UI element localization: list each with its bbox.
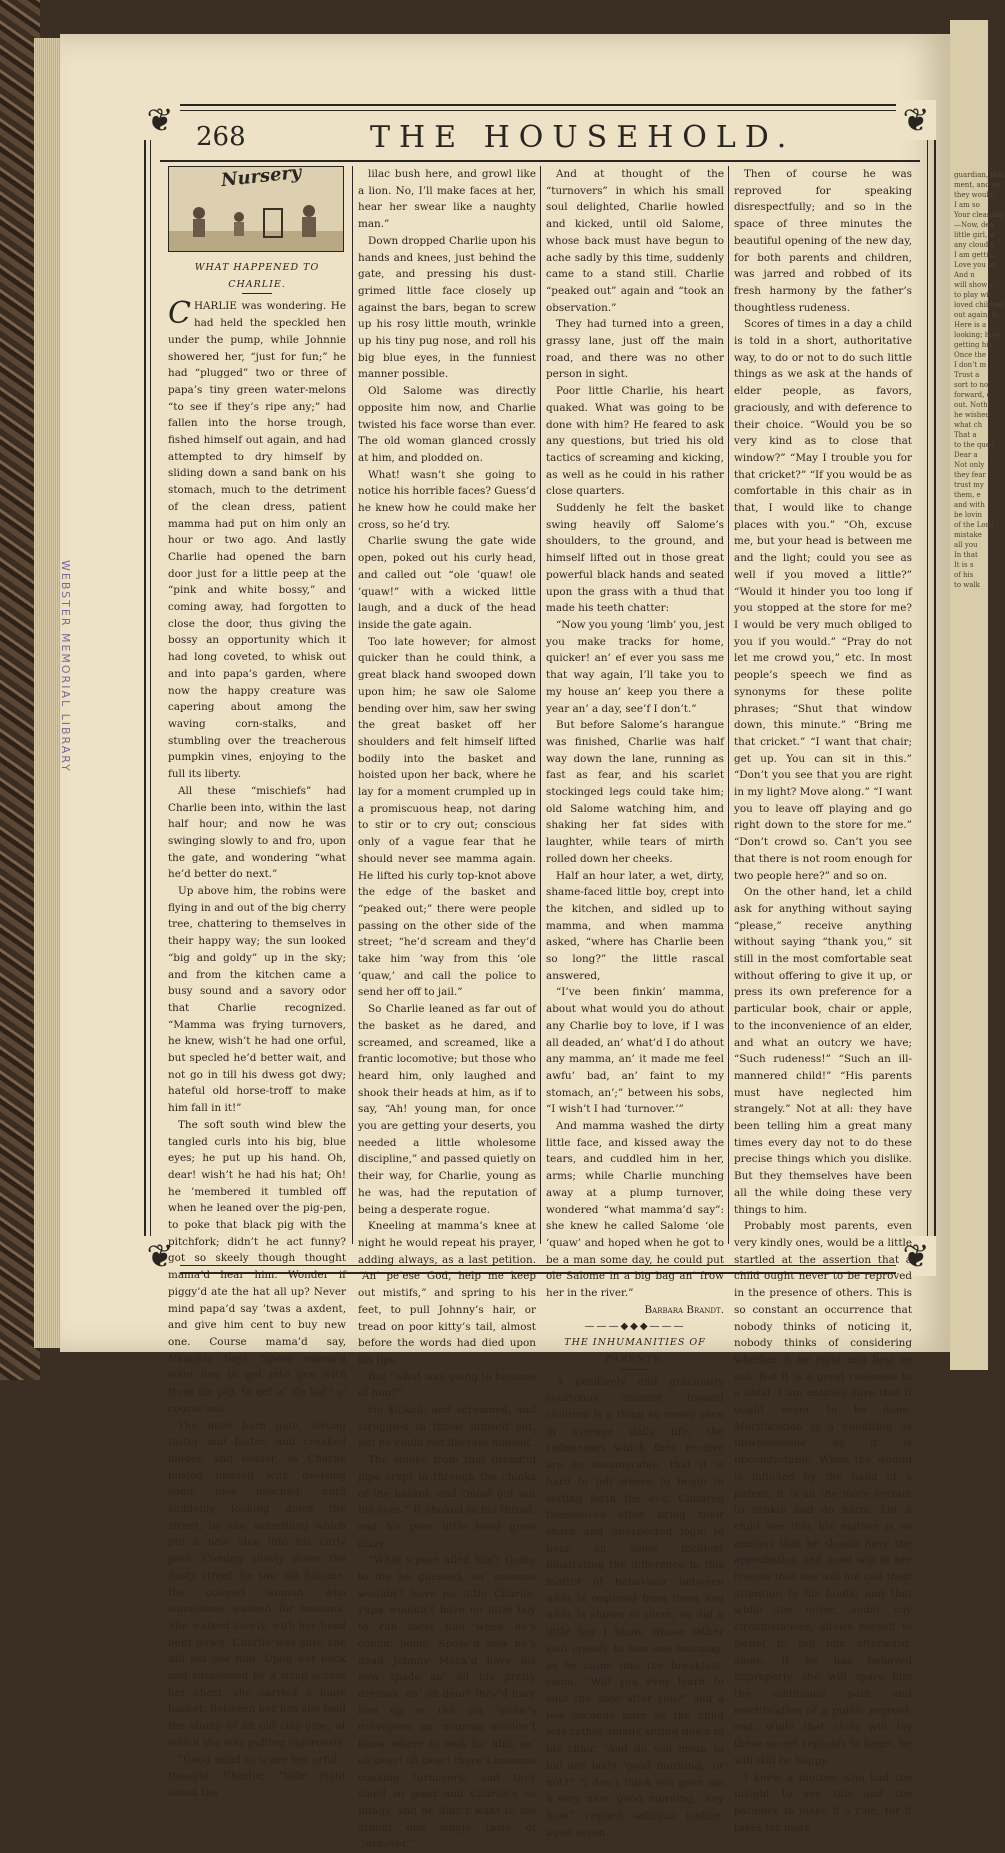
facing-page-line: loved children — [954, 301, 1005, 309]
library-stamp: WEBSTER MEMORIAL LIBRARY — [59, 560, 72, 773]
page-title: THE HOUSEHOLD. — [370, 120, 796, 155]
facing-page-line: Love you an — [954, 261, 997, 269]
facing-page-line: I am so — [954, 201, 980, 209]
paragraph: The soft south wind blew the tangled curls into his big, blue eyes; he put up his hand. Oh, dear! wish’t he had his hat; Oh! he ’membered it tumbled off when he leaned over the pig-pen, to poke that black pig with the pitchfork; didn’t he act funny? got so skeely though thought mama’d hear him. Wonder if piggy’d ate the hat all up? Never mind papa’d say ’twas a axdent, and give him cent to buy new one. Course mama’d say, Naughty boy! ’Spose mama’d want him to get into pen with tross ole pig, to get a’ ole hat? o’ course not. — [168, 1118, 346, 1415]
facing-page-line: That a — [954, 431, 977, 439]
column-1 — [168, 161, 346, 1799]
column-4 — [734, 166, 912, 1834]
facing-page-line: Once the — [954, 351, 986, 359]
column-2 — [358, 166, 536, 1851]
facing-page-line: Here is a — [954, 321, 987, 329]
section-ornament: ———◆◆◆——— — [584, 1320, 686, 1332]
paragraph: “What s’pose ailed him? Going to die he guessed, an’ mamma wouldn’t have no little Charlie. Papa wouldn’t have no little boy to run meet him when he’s comin’ home. Spose’d now he’s dead Johnny Mack’d have his new spade an’ all his pretty dresses, an’ oh dear! they’d bury him up in the old ’quaw’s draveyard, an’ mamma wouldn’t know where to look for him, an’ oh dear! oh dear! there’s mamma cooking turnovers, and they smell so good and Charlie’s so hungy, and he didn’t want to die athout one single taste of ‘turnover.’” — [358, 1554, 536, 1851]
paragraph: “Good mind to scare her orful,” thought Charlie; “hide right ahind the — [168, 1753, 346, 1799]
facing-page-line: and with — [954, 501, 985, 509]
paragraph: Then of course he was reproved for speaking disrespectfully; and so in the space of three minutes the beautiful opening of the new day, for both parents and children, was jarred and robbed of its fresh harmony by the father’s thoughtless rudeness. — [734, 168, 912, 314]
nursery-illustration — [168, 161, 344, 252]
facing-page-line: of the Lord — [954, 521, 994, 529]
facing-page-line: It is s — [954, 561, 974, 569]
nursery-label: Nursery — [220, 161, 303, 192]
author-signature: Barbara Brandt. — [644, 1303, 724, 1316]
facing-page-line: they fear — [954, 471, 986, 479]
article-title: THE INHUMANITIES OF PARENTS. — [564, 1337, 706, 1365]
facing-page-line: —Now, dea — [954, 221, 994, 229]
title-rule — [242, 293, 272, 294]
paragraph: Down dropped Charlie upon his hands and knees, just behind the gate, and pressing his dust-grimed little face closely up against the bars, began to screw up his rosy little mouth, wrinkle up his tiny pug nose, and roll his big blue eyes, in the funniest manner possible. — [358, 234, 536, 381]
facing-page-line: out again, th — [954, 311, 1000, 319]
paragraph: I knew a mother who had the insight to see this and the patience to make it a rule; for it takes far more — [734, 1771, 912, 1834]
facing-page-line: of his — [954, 571, 974, 579]
paragraph: The smoke from that dreadful pipe crept in through the chinks of the basket, and “most put out his eyes.” It choked in his throat, and his poor little head grew dizzy. — [358, 1454, 536, 1550]
paragraph: He kicked, and screamed, and struggled to throw himself out, but he could not liberate himself. — [358, 1404, 536, 1450]
facing-page-line: Your cleaning — [954, 211, 1003, 219]
page-number: 268 — [196, 122, 246, 152]
facing-page-line: all you — [954, 541, 978, 549]
facing-page-line: Trust a — [954, 371, 980, 379]
facing-page-line: be lovin — [954, 511, 983, 519]
facing-page-line: I don’t m — [954, 361, 987, 369]
drop-cap: C — [168, 296, 191, 332]
article-title: WHAT HAPPENED TO CHARLIE. — [194, 262, 320, 290]
paragraph: Suddenly he felt the basket swing heavily off Salome’s shoulders, to the ground, and himself lifted out in those great powerful black hands and seated upon the grass with a thud that made his teeth chatter: — [546, 502, 724, 615]
paragraph: On the other hand, let a child ask for anything without saying “please,” receive anything without saying “thank you,” sit still in the most comfortable seat without offering to give it up, or press its own preference for a particular book, chair or apple, to the inconvenience of an elder, and what an outcry we have; “Such rudeness!” “Such an ill-mannered child!” “His parents must have neglected him strangely.” Not at all: they have been telling him a great many times every day not to do these precise things which you dislike. But they themselves have been all the while doing these very things to him. — [734, 886, 912, 1216]
paragraph: All these “mischiefs” had Charlie been into, within the last half hour; and now he was swinging slowly to and fro, upon the gate, and wondering “what he’d better do next.” — [168, 784, 346, 881]
paragraph: But before Salome’s harangue was finished, Charlie was half way down the lane, running as fast as fear, and his scarlet stockinged legs could take him; old Salome watching him, and shaking her fat sides with laughter, while tears of mirth rolled down her cheeks. — [546, 719, 724, 865]
column-divider — [352, 166, 353, 1244]
facing-page-line: sort to not — [954, 381, 991, 389]
corner-ornament-icon: ❦ — [140, 1236, 180, 1276]
facing-page-line: In that — [954, 551, 978, 559]
paragraph: A positively and graciously courteous manner toward children is a thing so rarely seen in average daily life, the rudenesses which they receive are so innumerable, that it is hard to tell where to begin in setting forth the evil. Children themselves often bring their sharp and unexpected logic to bear on some incident illustrating the difference in this matter of behaviour between what is required from them and what is shown to them; as did a little boy I know, whose father said crossly to him one morning, as he came into the breakfast-room, “Will you ever learn to shut the door after you?” and a few seconds later as the child was rather sulkily sitting down in his chair, “And do you mean to bid any body ‘good morning,’ or not?” “I don’t think you gave me a very nice ‘good morning,’ any how,” replied satirical justice, aged seven. — [546, 1375, 724, 1839]
column-divider — [728, 166, 729, 1244]
facing-page-line: to the ques — [954, 441, 994, 449]
paragraph: The little barn gate, swung faster and faster, and creaked louder, and louder, as Charlie busied himself with devising some new mischief, until suddenly looking down the street, he saw something which put a new idea into his curly pate. Coming slowly down the dusty street, he saw old Salome, the colored woman who sometimes washed for mamma. She walked slowly, with her head bent down, Charlie was sure she did not see him. Upon her back and suspended by a strap across her chest, she carried a huge basket. Between her lips she held the stump of an old clay-pipe, at which she was puffing vigorously. — [168, 1419, 346, 1749]
facing-page-line: Not only — [954, 461, 985, 469]
title-rule — [620, 1369, 650, 1370]
paragraph: “Now you young ‘limb’ you, jest you make tracks for home, quicker! an’ ef ever you sass me that way again, I’ll take you to my house an’ keep you there a year an’ a day, see’f I don’t.” — [546, 618, 724, 715]
paragraph: Old Salome was directly opposite him now, and Charlie twisted his face worse than ever. The old woman glanced crossly at him, and plodded on. — [358, 385, 536, 464]
paragraph: “I’ve been finkin’ mamma, about what would you do athout any Charlie boy to love, if I was all deaded, an’ what’d I do athout any mamma, an’ it made me feel awfu’ bad, an’ faint to my stomach, an’;” between his sobs, “I wish’t I had ‘turnover.’” — [546, 986, 724, 1116]
facing-page-line: I am gettin — [954, 251, 994, 259]
facing-page-line: to play wit — [954, 291, 992, 299]
paragraph: Up above him, the robins were flying in and out of the big cherry tree, chattering to themselves in their happy way; the sun looked “big and goldy” up in the sky; and from the kitchen came a busy sound and a savory odor that Charlie recognized. “Mamma was frying turnovers, he knew, wish’t he had one orful, but specled he’d better wait, and not go in till his dwess got dwy; hateful old horse-troff to make him fall in it!” — [168, 885, 346, 1115]
facing-page-line: guardian, that — [954, 171, 1005, 179]
facing-page — [950, 20, 1005, 1370]
paragraph: Too late however; for almost quicker than he could think, a great black hand swooped down upon him; he saw ole Salome bending over him, saw her swing the great basket off her shoulders and felt himself lifted bodily into the basket and hoisted upon her back, where he lay for a moment crumpled up in a promiscuous heap, not daring to stir or to cry out; conscious only of a vague fear that he should never see mamma again. He lifted his curly top-knot above the edge of the basket and “peaked out;” there were people passing on the other side of the street; “he’d scream and they’d take him ’way from this ‘ole ’quaw,’ and call the police to send her off to jail.” — [358, 635, 536, 999]
paragraph: But “what was going to become of him?” — [358, 1370, 536, 1400]
corner-ornament-icon: ❦ — [896, 1236, 936, 1276]
corner-ornament-icon: ❦ — [896, 100, 936, 140]
facing-page-line: getting his — [954, 341, 993, 349]
paragraph: Scores of times in a day a child is told in a short, authoritative way, to do or not to do such little things as we ask at the hands of elder people, as favors, graciously, and with deference to their choice. “Would you be so very kind as to close that window?” “May I trouble you for that cricket?” “If you would be as comfortable in this chair as in that, I would like to change places with you.” “Oh, excuse me, but your head is between me and the light; could you see as well if you moved a little?” “Would it hinder you too long if you stopped at the store for me? I would be very much obliged to you if you would.” “Pray do not let me crowd you,” etc. In most people’s speech we find as synonyms for these polite phrases; “Shut that window down, this minute.” “Bring me that cricket.” “I want that chair; get up. You can sit in this.” “Don’t you see that you are right in my light? Move along.” “I want you to leave off playing and go right down to the store for me.” “Don’t crowd so. Can’t you see that there is not room enough for two people here?” and so on. — [734, 318, 912, 882]
column-divider — [540, 166, 541, 1244]
facing-page-line: ment, and ne — [954, 181, 1001, 189]
paragraph: They had turned into a green, grassy lane, just off the main road, and there was no other person in sight. — [546, 318, 724, 381]
facing-page-line: trust my — [954, 481, 984, 489]
paragraph: Probably most parents, even very kindly ones, would be a little startled at the assertion that a child ought never to be reproved in the presence of others. This is so constant an occurrence that nobody thinks of noticing it, nobody thinks of considering whether it be right and best or not. But it is a great rudeness to a child. I am entirely sure that it ought never to be done. Mortification is a condition as unwholesome as it is uncomfortable. When the wound is inflicted by the hand of a parent, it is all the more certain to rankle and do harm. Let a child see that his mother is so anxious that he should have the approbation and good will of her friends that she will not call their attention to his faults; and that while she never, under any circumstances, allows herself to forget to tell him afterward, alone, if he has behaved improperly, she will spare him the additional pain and mortification of a public reproof; and, while that child will lay these secret reproofs to heart, he will still be happy. — [734, 1220, 912, 1767]
facing-page-line: Dear a — [954, 451, 978, 459]
paragraph: Half an hour later, a wet, dirty, shame-faced little boy, crept into the kitchen, and sidled up to mamma, and when mamma asked, “where has Charlie been so long?” the little rascal answered, — [546, 869, 724, 982]
nursery-scene-icon — [169, 191, 343, 251]
column-3 — [546, 166, 724, 1839]
paragraph: What! wasn’t she going to notice his horrible faces? Guess’d he knew how he could make her cross, so he’d try. — [358, 468, 536, 531]
facing-page-line: out. Nothi — [954, 401, 990, 409]
facing-page-line: forward, o — [954, 391, 991, 399]
facing-page-line: will show y — [954, 281, 994, 289]
paragraph: So Charlie leaned as far out of the basket as he dared, and screamed, and screamed, like a frantic locomotive; but those who heard him, only laughed and shook their heads at him, as if to say, “Ah! young man, for once you are getting your deserts, you needed a little wholesome discipline,” and passed quietly on their way, for Charlie, young as he was, had the reputation of being a desperate rogue. — [358, 1003, 536, 1216]
paragraph: Poor little Charlie, his heart quaked. What was going to be done with him? He feared to ask any questions, but tried his old tactics of screaming and kicking, as well as he could in his rather close quarters. — [546, 385, 724, 498]
paragraph: CHARLIE was wondering. He had held the speckled hen under the pump, while Johnnie showered her, “just for fun;” he had “plugged” two or three of papa’s tiny green water-melons “to see if they’s ripe any;” had fallen into the horse trough, fished himself out again, and had attempted to dry himself by sliding down a sand bank on his stomach, much to the detriment of the clean dress, patient mamma had put on him only an hour or two ago. And lastly Charlie had opened the barn door just for a little peep at the “pink and white bossy,” and coming away, had forgotten to close the door, thus giving the bossy an opportunity which it had long coveted, to whisk out and into papa’s garden, where now the happy creature was capering about among the waving corn-stalks, and stumbling over the treacherous pumpkin vines, enjoying to the full its liberty. — [168, 296, 346, 781]
facing-page-line: they would — [954, 191, 994, 199]
paragraph: Charlie swung the gate wide open, poked out his curly head, and called out “ole ’quaw! ole ’quaw!” with a wicked little laugh, and a duck of the head inside the gate again. — [358, 535, 536, 631]
paragraph: And mamma washed the dirty little face, and kissed away the tears, and cuddled him in her, arms; while Charlie munching away at a plump turnover, wondered “what mamma’d say”: she knew he called Salome ‘ole ‘quaw’ and hoped when he got to be a man some day, he could put ole Salome in a big bag an’ frow her in the river.” — [546, 1120, 724, 1300]
facing-page-line: mistake — [954, 531, 982, 539]
paragraph: lilac bush here, and growl like a lion. No, I’ll make faces at her, hear her swear like a naughty man.” — [358, 168, 536, 231]
page-header — [160, 118, 920, 162]
facing-page-line: looking; how — [954, 331, 1000, 339]
facing-page-line: And n — [954, 271, 975, 279]
corner-ornament-icon: ❦ — [140, 100, 180, 140]
paragraph: And at thought of the “turnovers” in which his small soul delighted, Charlie howled and kicked, until old Salome, whose back must have begun to ache sadly by this time, suddenly came to a stand still. Charlie “peaked out” again and “took an observation.” — [546, 168, 724, 314]
facing-page-line: what ch — [954, 421, 983, 429]
paragraph: Kneeling at mamma’s knee at night he would repeat his prayer, adding always, as a last petition. “An’ pe’ese God, help me keep out mistifs,” and spring to his feet, to pull Johnny’s hair, or tread on poor kitty’s tail, almost before the words had died upon his lips. — [358, 1220, 536, 1366]
facing-page-line: to walk — [954, 581, 980, 589]
facing-page-line: little girl, w — [954, 231, 996, 239]
facing-page-line: them, e — [954, 491, 981, 499]
facing-page-line: he wished — [954, 411, 990, 419]
facing-page-line: any cloud y — [954, 241, 995, 249]
